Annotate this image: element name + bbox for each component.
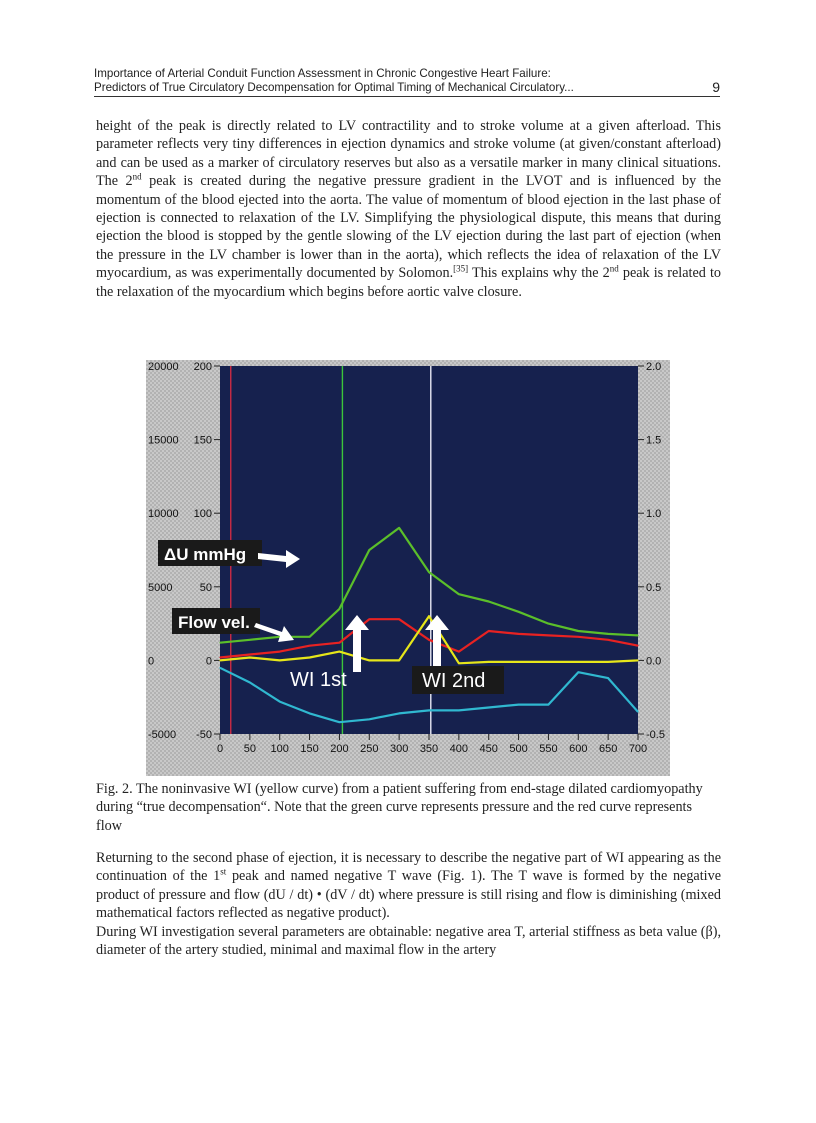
x-tick-label: 450 (479, 743, 498, 755)
x-tick-label: 500 (509, 743, 528, 755)
flow-line-point (548, 635, 549, 636)
y-tick-label-right: 0.0 (646, 655, 662, 668)
wi-line-point (518, 661, 519, 662)
cyan-line-point (279, 701, 280, 702)
pressure-line-point (369, 549, 370, 550)
y-tick-label-inner: 150 (193, 434, 212, 447)
x-tick-label: 100 (270, 743, 289, 755)
x-tick-label: 300 (389, 743, 409, 755)
cyan-line-point (249, 682, 250, 683)
cyan-line-point (219, 667, 220, 668)
pressure-line-point (399, 527, 400, 528)
x-tick-label: 50 (243, 743, 256, 755)
y-tick-label-right: -0.5 (646, 729, 665, 741)
wi-line-point (428, 616, 429, 617)
y-tick-label-outer: -5000 (148, 729, 177, 741)
wi-line-point (369, 660, 370, 661)
cyan-line-point (637, 711, 638, 712)
running-header-line1: Importance of Arterial Conduit Function Assessment in Chronic Congestive Heart Failure: (94, 67, 551, 80)
y-tick-label-right: 0.5 (646, 581, 662, 594)
y-tick-label-inner: 200 (193, 361, 212, 373)
wi-line-point (399, 660, 400, 661)
y-tick-label-outer: 15000 (148, 434, 179, 447)
pressure-line-point (637, 635, 638, 636)
wi-line-point (309, 657, 310, 658)
flow-line-point (578, 636, 579, 637)
flow-line-point (369, 619, 370, 620)
y-tick-label-inner: 0 (205, 655, 212, 668)
flow-line-point (219, 657, 220, 658)
cyan-line-point (608, 677, 609, 678)
x-tick-label: 600 (569, 743, 588, 755)
x-tick-label: 250 (360, 743, 379, 755)
y-tick-label-outer: 0 (148, 655, 155, 668)
x-tick-label: 400 (449, 743, 469, 755)
flow-line-point (399, 619, 400, 620)
flow-line-point (279, 651, 280, 652)
y-tick-label-inner: 50 (199, 581, 212, 594)
y-tick-label-right: 1.0 (646, 508, 662, 521)
annotation-pressure: ΔU mmHg (164, 545, 247, 564)
annotation-wi1: WI 1st (290, 669, 347, 691)
annotation-wi2: WI 2nd (422, 670, 486, 692)
figure-caption: Fig. 2. The noninvasive WI (yellow curve) from a patient suffering from end-stage dilated cardiomyopathy during “true decompensation“. Note that the green curve represents pressure and the red curve represents flow (96, 781, 703, 834)
running-header-line2: Predictors of True Circulatory Decompensation for Optimal Timing of Mechanical Circulatory... (94, 81, 574, 94)
flow-line-point (608, 639, 609, 640)
x-tick-label: 200 (330, 743, 349, 755)
annotation-flow: Flow vel. (178, 613, 250, 632)
wi-line-point (548, 661, 549, 662)
pressure-line-point (578, 630, 579, 631)
wi-line-point (249, 657, 250, 658)
y-tick-label-outer: 10000 (148, 508, 179, 521)
pressure-line-point (339, 608, 340, 609)
flow-line-point (637, 645, 638, 646)
cyan-line-point (428, 710, 429, 711)
pressure-line-point (518, 611, 519, 612)
wi-line-point (279, 660, 280, 661)
paragraph-1: height of the peak is directly related to LV contractility and to stroke volume at a given afterload. This parameter reflects very tiny differences in ejection dynamics and stroke volume (at given/constant afterload) and can be used as a marker of circulatory reserves but also as a versatile marker in many clinical situations. The 2nd peak is created during the negative pressure gradient in the LVOT and is influenced by the momentum of the blood ejected into the aorta. The value of momentum of blood ejection in the last phase of ejection is connected to relaxation of the LV. Simplifying the physiological dispute, this means that during ejection the blood is stopped by the gentle slowing of the LV ejection during the last part of ejection (when the pressure in the LV chamber is lower than in the aorta), which reflects the idea of relaxation of the LV myocardium, as was experimentally documented by Solomon.[35] This explains why the 2nd peak is related to the relaxation of the myocardium which begins before aortic valve closure. (96, 118, 722, 300)
pressure-line-point (309, 636, 310, 637)
y-tick-label-inner: -50 (196, 729, 212, 741)
page-number: 9 (712, 79, 720, 95)
pressure-line-point (488, 601, 489, 602)
figure-2-chart (146, 360, 670, 776)
wi-line-point (219, 660, 220, 661)
wi-line-point (578, 661, 579, 662)
header-rule (94, 96, 720, 97)
flow-line-point (249, 654, 250, 655)
flow-line-point (309, 645, 310, 646)
pressure-line-point (608, 633, 609, 634)
y-tick-label-right: 1.5 (646, 434, 662, 447)
flow-line-point (428, 639, 429, 640)
cyan-line-point (339, 722, 340, 723)
paragraph-3: During WI investigation several parameters are obtainable: negative area T, arterial stiffness as beta value (β), diameter of the artery studied, minimal and maximal flow in the artery (96, 923, 721, 959)
flow-line-point (339, 642, 340, 643)
flow-line-point (518, 633, 519, 634)
cyan-line-point (548, 704, 549, 705)
pressure-line-point (458, 594, 459, 595)
x-tick-label: 0 (216, 743, 224, 755)
cyan-line-point (309, 713, 310, 714)
wi-line-point (339, 651, 340, 652)
y-tick-label-right: 2.0 (646, 361, 662, 373)
paragraph-2: Returning to the second phase of ejection, it is necessary to describe the negative part of WI appearing as the continuation of the 1st peak and named negative T wave (Fig. 1). The T wave is formed by the negative product of pressure and flow (dU / dt) • (dV / dt) where pressure is still rising and flow is diminishing (mixed mathematical factors reflected as negative product). During WI investigation several parameters are obtainable: negative area T, arterial stiffness as beta value (β), diameter of the artery studied, minimal and maximal flow in the artery (96, 850, 722, 959)
pressure-line-point (249, 639, 250, 640)
cyan-line-point (488, 707, 489, 708)
y-tick-label-outer: 20000 (148, 361, 179, 373)
cyan-line-point (458, 710, 459, 711)
cyan-line-point (578, 672, 579, 673)
flow-line-point (488, 630, 489, 631)
wi-line-point (488, 661, 489, 662)
x-tick-label: 700 (628, 743, 648, 755)
x-tick-label: 350 (419, 743, 439, 755)
wi-line-point (637, 660, 638, 661)
pressure-line-point (548, 623, 549, 624)
cyan-line-point (399, 713, 400, 714)
flow-line-point (458, 651, 459, 652)
x-tick-label: 550 (539, 743, 558, 755)
y-tick-label-inner: 100 (193, 508, 212, 521)
pressure-line-point (219, 642, 220, 643)
cyan-line-point (518, 704, 519, 705)
wi-line-point (458, 663, 459, 664)
wi-line-point (608, 661, 609, 662)
y-tick-label-outer: 5000 (148, 581, 173, 594)
x-tick-label: 650 (598, 743, 618, 755)
cyan-line-point (369, 719, 370, 720)
pressure-line-point (428, 571, 429, 572)
x-tick-label: 150 (300, 743, 319, 755)
